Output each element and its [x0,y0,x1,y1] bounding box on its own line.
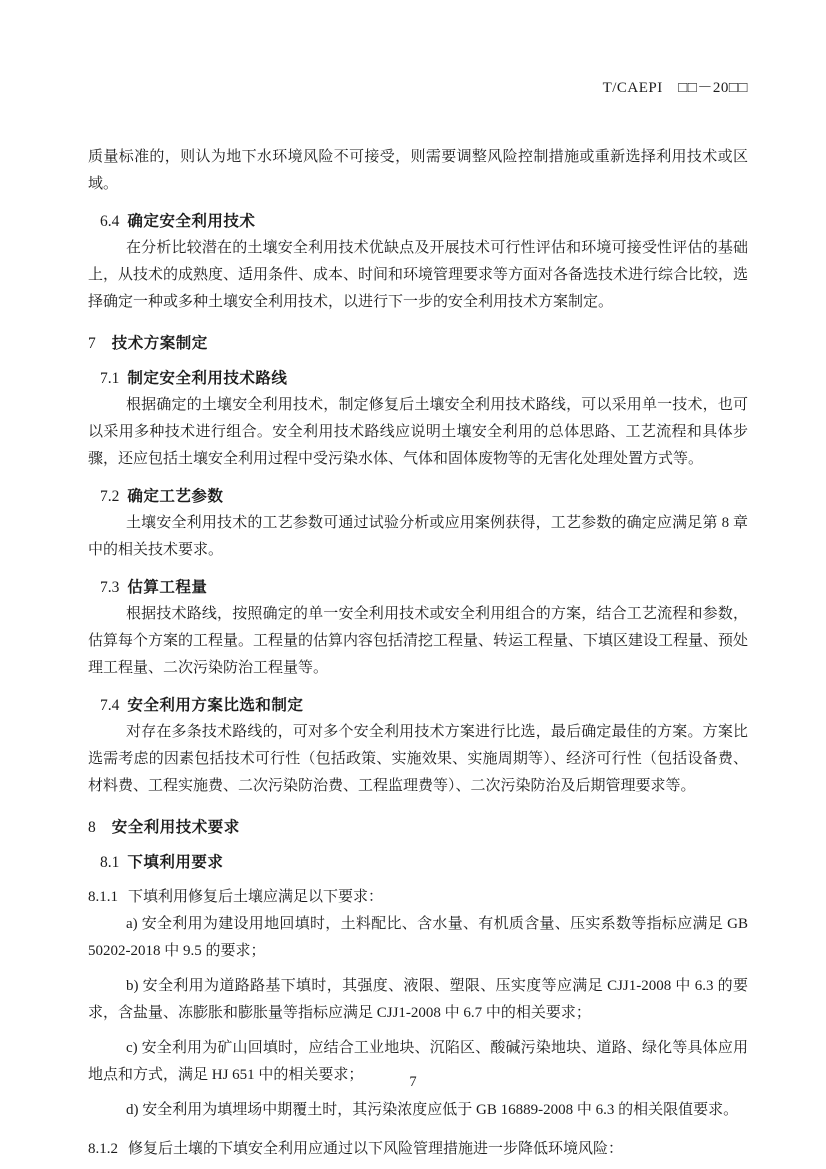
heading-title: 确定安全利用技术 [127,213,256,230]
heading-number: 7 [88,335,96,352]
section-heading-7-4 [100,692,748,719]
clause-8-1-2 [88,1136,748,1163]
list-item-d: d) 安全利用为填埋场中期覆土时，其污染浓度应低于 GB 16889-2008 中 6.3 的相关限值要求。 [126,1102,739,1118]
section-heading-7-2 [100,483,748,510]
clause-text: 下填利用修复后土壤应满足以下要求： [128,889,384,905]
chapter-heading-8 [88,814,748,841]
clause-text: 修复后土壤的下填安全利用应通过以下风险管理措施进一步降低环境风险： [128,1141,624,1157]
list-item-b: b) 安全利用为道路路基下填时，其强度、液限、塑限、压实度等应满足 CJJ1-2008 中 6.3 的要求，含盐量、冻膨胀和膨胀量等指标应满足 CJJ1-2008 中 6.7 中的相关要求； [88,978,748,1021]
section-heading-7-1 [100,365,748,392]
heading-number: 8.1 [100,854,120,871]
heading-title: 确定工艺参数 [127,488,224,505]
list-item-a: a) 安全利用为建设用地回填时，土料配比、含水量、有机质含量、压实系数等指标应满足 GB 50202-2018 中 9.5 的要求； [88,916,748,959]
heading-title: 安全利用方案比选和制定 [127,697,304,714]
section-heading-7-3 [100,574,748,601]
section-7-3-paragraph: 根据技术路线，按照确定的单一安全利用技术或安全利用组合的方案，结合工艺流程和参数，估算每个方案的工程量。工程量的估算内容包括清挖工程量、转运工程量、下填区建设工程量、预处理工程量、二次污染防治工程量等。 [88,606,749,676]
section-heading-8-1 [100,849,748,876]
section-7-1-paragraph: 根据确定的土壤安全利用技术，制定修复后土壤安全利用技术路线，可以采用单一技术，也可以采用多种技术进行组合。安全利用技术路线应说明土壤安全利用的总体思路、工艺流程和具体步骤，还应包括土壤安全利用过程中受污染水体、气体和固体废物等的无害化处理处置方式等。 [88,397,748,467]
heading-title: 技术方案制定 [111,335,208,352]
list-item-c: c) 安全利用为矿山回填时，应结合工业地块、沉陷区、酸碱污染地块、道路、绿化等具体应用地点和方式，满足 HJ 651 中的相关要求； [88,1040,748,1083]
clause-8-1-1 [88,884,748,911]
clause-number: 8.1.2 [88,1141,118,1157]
heading-title: 估算工程量 [127,579,208,596]
section-7-4-paragraph: 对存在多条技术路线的，可对多个安全利用技术方案进行比选，最后确定最佳的方案。方案比选需考虑的因素包括技术可行性（包括政策、实施效果、实施周期等）、经济可行性（包括设备费、材料费、工程实施费、二次污染防治费、工程监理费等）、二次污染防治及后期管理要求等。 [88,724,748,794]
clause-number: 8.1.1 [88,889,118,905]
heading-title: 安全利用技术要求 [111,819,240,836]
heading-number: 6.4 [100,213,120,230]
heading-number: 7.1 [100,370,120,387]
heading-title: 制定安全利用技术路线 [127,370,288,387]
heading-title: 下填利用要求 [127,854,224,871]
section-heading-6-4 [100,208,748,235]
heading-number: 8 [88,819,96,836]
standard-code: T/CAEPI □□－20□□ [602,80,748,96]
heading-number: 7.4 [100,697,120,714]
running-header [88,58,748,118]
paragraph-continuation: 质量标准的，则认为地下水环境风险不可接受，则需要调整风险控制措施或重新选择利用技术或区域。 [88,149,748,192]
chapter-heading-7 [88,330,748,357]
page-number: 7 [409,1074,417,1090]
heading-number: 7.2 [100,488,120,505]
heading-number: 7.3 [100,579,120,596]
section-7-2-paragraph: 土壤安全利用技术的工艺参数可通过试验分析或应用案例获得，工艺参数的确定应满足第 8 章中的相关技术要求。 [88,515,748,558]
section-6-4-paragraph: 在分析比较潜在的土壤安全利用技术优缺点及开展技术可行性评估和环境可接受性评估的基础上，从技术的成熟度、适用条件、成本、时间和环境管理要求等方面对各备选技术进行综合比较，选择确定一种或多种土壤安全利用技术，以进行下一步的安全利用技术方案制定。 [88,240,749,310]
